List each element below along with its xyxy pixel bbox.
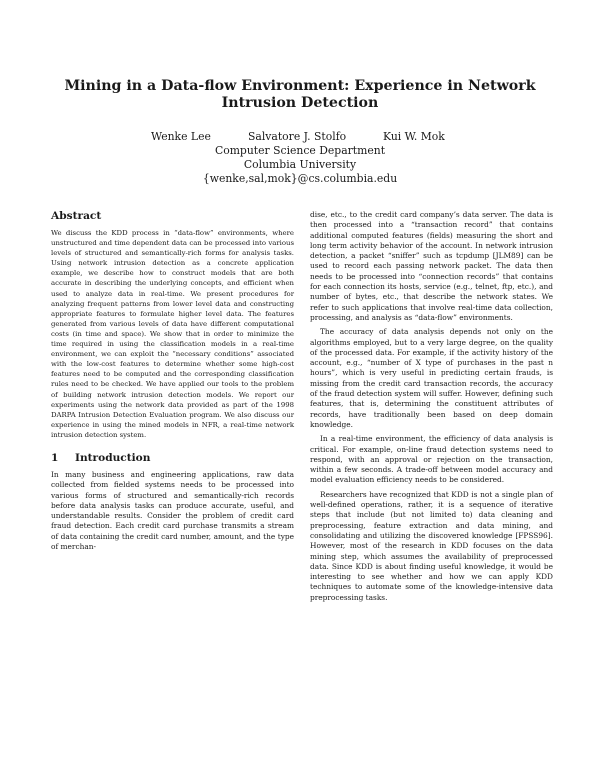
left-column [51, 210, 294, 552]
affiliation [0, 144, 600, 186]
paragraph: In many business and engineering applications, raw data collected from fielded systems needs to be processed into various forms of structured and semantically-rich records before data analysis tasks can produce accurate, useful, and understandable results. Consider the problem of credit card fraud detection. Each credit card purchase transmits a stream of data containing the credit card number, amount, and the type of merchan- [51, 469, 294, 552]
author-list [0, 130, 600, 144]
section-number: 1 [51, 451, 59, 464]
right-column [310, 210, 553, 603]
paragraph: In a real-time environment, the efficiency of data analysis is critical. For example, on-line fraud detection systems need to respond, with an approval or rejection on the transaction, within a few seconds. A trade-off between model accuracy and model evaluation efficiency needs to be considered. [310, 434, 553, 485]
paragraph: Researchers have recognized that KDD is not a single plan of well-defined operations, rather, it is a sequence of iterative steps that include (but not limited to) data cleaning and preprocessing, feature extraction and data mining, and consolidating and utilizing the discovered knowledge [FPSS96]. However, most of the research in KDD focuses on the data mining step, which assumes the availability of preprocessed data. Since KDD is about finding useful knowledge, it would be interesting to see whether and how we can apply KDD techniques to automate some of the knowledge-intensive data preprocessing tasks. [310, 489, 553, 602]
university: Columbia University [243, 158, 357, 171]
email: {wenke,sal,mok}@cs.columbia.edu [202, 172, 398, 185]
paper-title: Mining in a Data-flow Environment: Experience in Network Intrusion Detection [64, 78, 536, 111]
author-name: Kui W. Mok [383, 130, 445, 143]
paragraph: The accuracy of data analysis depends not only on the algorithms employed, but to a very large degree, on the quality of the processed data. For example, if the activity history of the account, e.g., “number of X type of purchases in the past n hours”, which is very useful in predicting certain frauds, is missing from the credit card transaction records, the accuracy of the fraud detection system will suffer. However, defining such features, that is, determining the constituent attributes of records, have traditionally been based on deep domain knowledge. [310, 327, 553, 429]
author-name: Salvatore J. Stolfo [248, 130, 347, 143]
abstract-heading: Abstract [51, 210, 102, 222]
department: Computer Science Department [214, 144, 386, 157]
section-title: Introduction [75, 451, 151, 464]
paragraph: dise, etc., to the credit card company’s data server. The data is then processed into a “transaction record” that contains additional computed features (fields) measuring the short and long term activity behavior of the account. In network intrusion detection, a packet “sniffer” such as tcpdump [JLM89] can be used to record each passing network packet. The data then needs to be processed into “connection records” that contains for each connection its hosts, service (e.g., telnet, ftp, etc.), and number of bytes, etc., that describe the network states. We refer to such applications that involve real-time data collection, processing, and analysis as “data-flow” environments. [310, 210, 553, 322]
abstract-text: We discuss the KDD process in “data-flow” environments, where unstructured and time dependent data can be processed into various levels of structured and semantically-rich forms for analysis tasks. Using network intrusion detection as a concrete application example, we describe how to construct models that are both accurate in describing the underlying concepts, and efficient when used to analyze data in real-time. We present procedures for analyzing frequent patterns from lower level data and constructing appropriate features to formulate higher level data. The features generated from various levels of data have different computational costs (in time and space). We show that in order to minimize the time required in using the classification models in a real-time environment, we can exploit the “necessary conditions” associated with the low-cost features to determine whether some high-cost features need to be computed and the corresponding classification rules need to be checked. We have applied our tools to the problem of building network intrusion detection models. We report our experiments using the network data provided as part of the 1998 DARPA Intrusion Detection Evaluation program. We also discuss our experience in using the mined models in NFR, a real-time network intrusion detection system. [51, 229, 294, 439]
author-name: Wenke Lee [151, 130, 211, 143]
section-heading-introduction [51, 452, 294, 465]
